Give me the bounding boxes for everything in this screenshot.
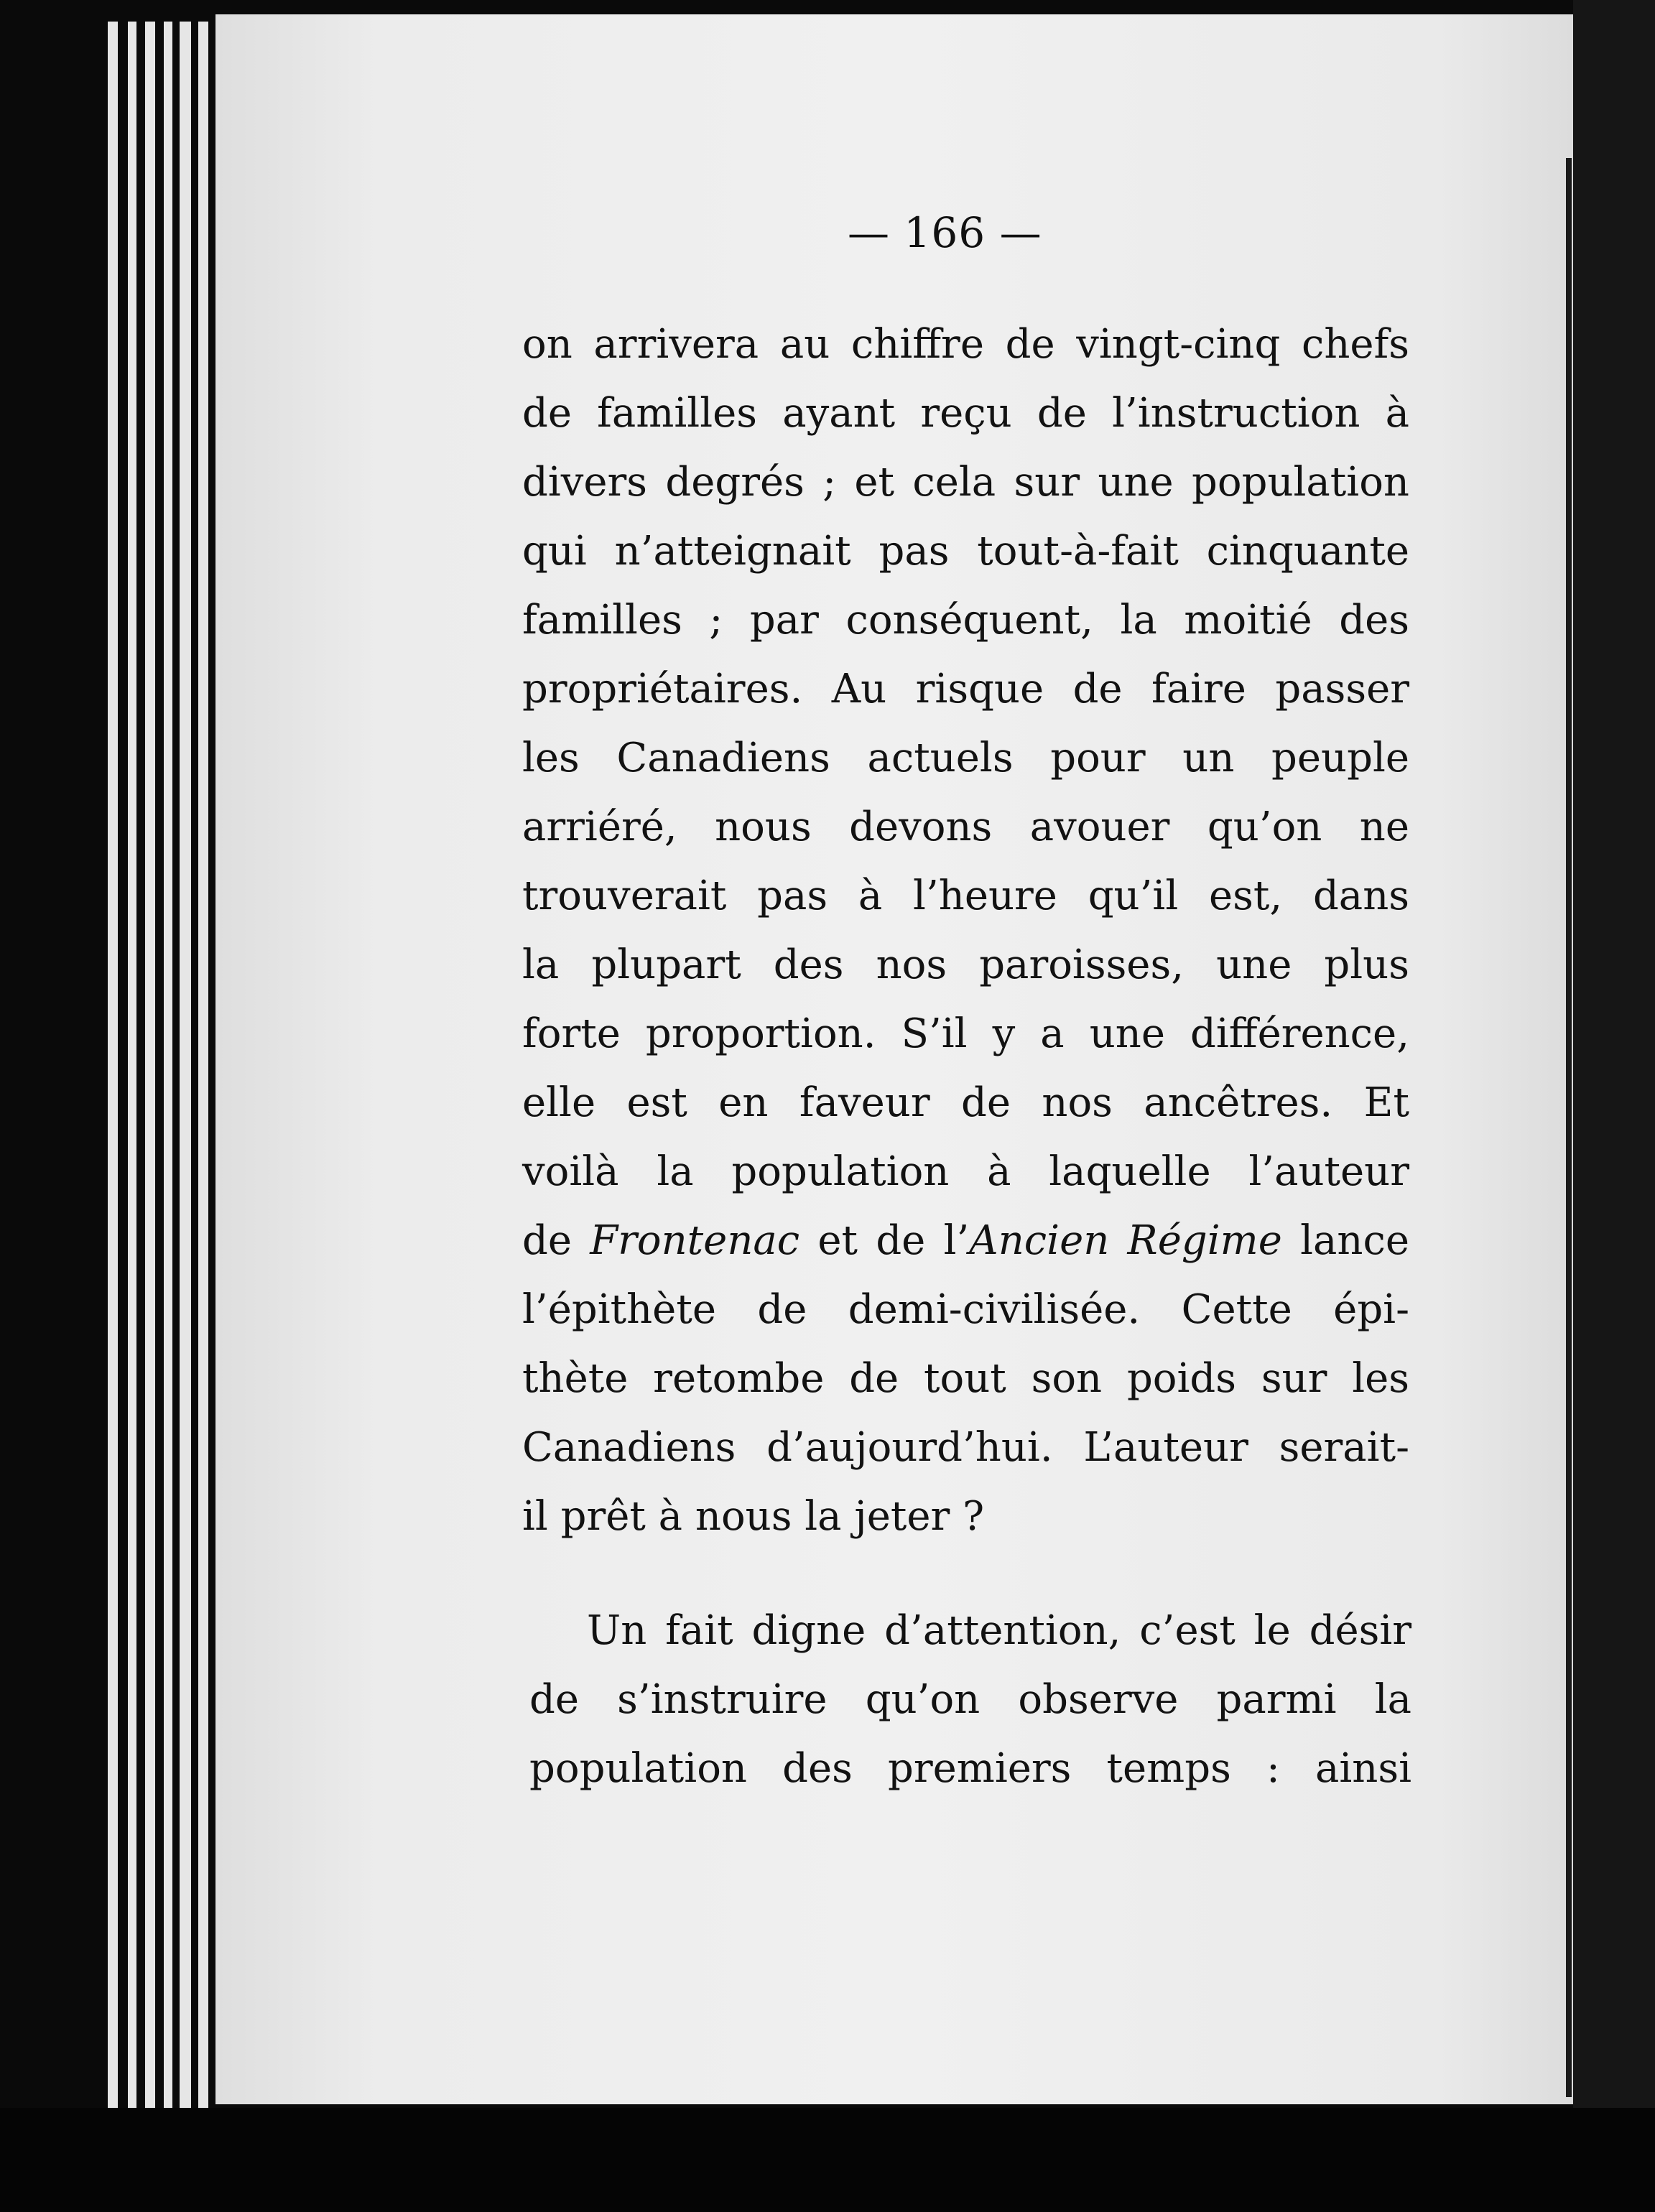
text-line: voilà la population à laquelle l’auteur bbox=[522, 1148, 1409, 1195]
text-line: divers degrés ; et cela sur une population bbox=[522, 459, 1409, 506]
text-line: de s’instruire qu’on observe parmi la bbox=[529, 1676, 1411, 1723]
text-line: familles ; par conséquent, la moitié des bbox=[522, 597, 1409, 643]
page-gutter-line bbox=[1566, 158, 1572, 2097]
page-number: — 166 — bbox=[848, 208, 1042, 257]
text-line: arriéré, nous devons avouer qu’on ne bbox=[522, 804, 1409, 850]
book-title-ancien-regime: Ancien Régime bbox=[969, 1217, 1282, 1264]
text-line: qui n’atteignait pas tout-à-fait cinquante bbox=[522, 528, 1409, 575]
text-line: les Canadiens actuels pour un peuple bbox=[522, 735, 1409, 781]
text-fragment: lance bbox=[1281, 1217, 1409, 1264]
page-edge bbox=[108, 22, 118, 2169]
paragraph-2 bbox=[529, 1597, 1411, 1803]
page-edge bbox=[198, 22, 208, 2169]
text-line: on arrivera au chiffre de vingt-cinq chefs bbox=[522, 321, 1409, 368]
text-line: thète retombe de tout son poids sur les bbox=[522, 1355, 1409, 1402]
text-line: l’épithète de demi-civilisée. Cette épi- bbox=[522, 1286, 1409, 1333]
text-fragment: de bbox=[522, 1217, 590, 1264]
text-line: forte proportion. S’il y a une différence, bbox=[522, 1010, 1409, 1057]
paragraph-1 bbox=[522, 310, 1409, 1551]
page-edge bbox=[164, 22, 172, 2169]
page-edge bbox=[128, 22, 136, 2169]
book-title-frontenac: Frontenac bbox=[590, 1217, 800, 1264]
text-line: trouverait pas à l’heure qu’il est, dans bbox=[522, 873, 1409, 919]
text-line: propriétaires. Au risque de faire passer bbox=[522, 666, 1409, 712]
page-edge bbox=[180, 22, 191, 2169]
text-line: elle est en faveur de nos ancêtres. Et bbox=[522, 1079, 1409, 1126]
text-line: Un fait digne d’attention, c’est le désir bbox=[587, 1607, 1411, 1654]
scan-border-bottom bbox=[0, 2108, 1655, 2212]
text-fragment: et de l’ bbox=[799, 1217, 970, 1264]
text-line-with-titles bbox=[522, 1207, 1409, 1275]
scan-border-right bbox=[1573, 0, 1655, 2126]
text-line: de familles ayant reçu de l’instruction à bbox=[522, 390, 1409, 437]
text-line: Canadiens d’aujourd’hui. L’auteur serait- bbox=[522, 1424, 1409, 1471]
text-line: population des premiers temps : ainsi bbox=[529, 1745, 1411, 1792]
text-line: il prêt à nous la jeter ? bbox=[522, 1493, 985, 1540]
page-edge bbox=[145, 22, 155, 2169]
text-line: la plupart des nos paroisses, une plus bbox=[522, 942, 1409, 988]
